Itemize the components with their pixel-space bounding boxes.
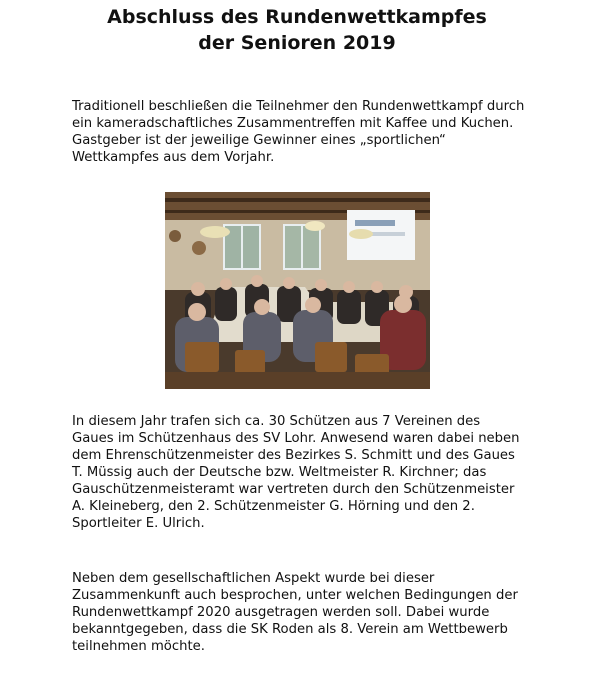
paragraph-line: T. Müssig auch der Deutsche bzw. Weltmeister R. Kirchner; das bbox=[72, 465, 487, 480]
paragraph-line: bekanntgegeben, dass die SK Roden als 8. Verein am Wettbewerb bbox=[72, 622, 508, 637]
group-photo bbox=[165, 192, 430, 389]
paragraph-line: Gauschützenmeisteramt war vertreten durch den Schützenmeister bbox=[72, 482, 515, 497]
paragraph-line: Traditionell beschließen die Teilnehmer den Rundenwettkampf durch bbox=[72, 99, 525, 114]
paragraph-line: Wettkampfes aus dem Vorjahr. bbox=[72, 150, 275, 165]
paragraph-line: Sportleiter E. Ulrich. bbox=[72, 516, 205, 531]
paragraph-line: Gaues im Schützenhaus des SV Lohr. Anwesend waren dabei neben bbox=[72, 431, 520, 446]
paragraph-line: Gastgeber ist der jeweilige Gewinner eines „sportlichen“ bbox=[72, 133, 446, 148]
outlook-paragraph bbox=[72, 570, 532, 655]
paragraph-line: Neben dem gesellschaftlichen Aspekt wurde bei dieser bbox=[72, 571, 435, 586]
paragraph-line: In diesem Jahr trafen sich ca. 30 Schützen aus 7 Vereinen des bbox=[72, 414, 481, 429]
title-line-1: Abschluss des Rundenwettkampfes bbox=[107, 6, 487, 28]
page-title bbox=[0, 4, 594, 56]
group-photo-illustration bbox=[165, 192, 430, 389]
intro-paragraph bbox=[72, 98, 532, 166]
paragraph-line: ein kameradschaftliches Zusammentreffen mit Kaffee und Kuchen. bbox=[72, 116, 514, 131]
paragraph-line: Rundenwettkampf 2020 ausgetragen werden soll. Dabei wurde bbox=[72, 605, 490, 620]
paragraph-line: Zusammenkunft auch besprochen, unter welchen Bedingungen der bbox=[72, 588, 518, 603]
event-paragraph bbox=[72, 413, 532, 532]
title-line-2: der Senioren 2019 bbox=[198, 32, 396, 54]
paragraph-line: dem Ehrenschützenmeister des Bezirkes S. Schmitt und des Gaues bbox=[72, 448, 515, 463]
paragraph-line: teilnehmen möchte. bbox=[72, 639, 205, 654]
paragraph-line: A. Kleineberg, den 2. Schützenmeister G. Hörning und den 2. bbox=[72, 499, 475, 514]
